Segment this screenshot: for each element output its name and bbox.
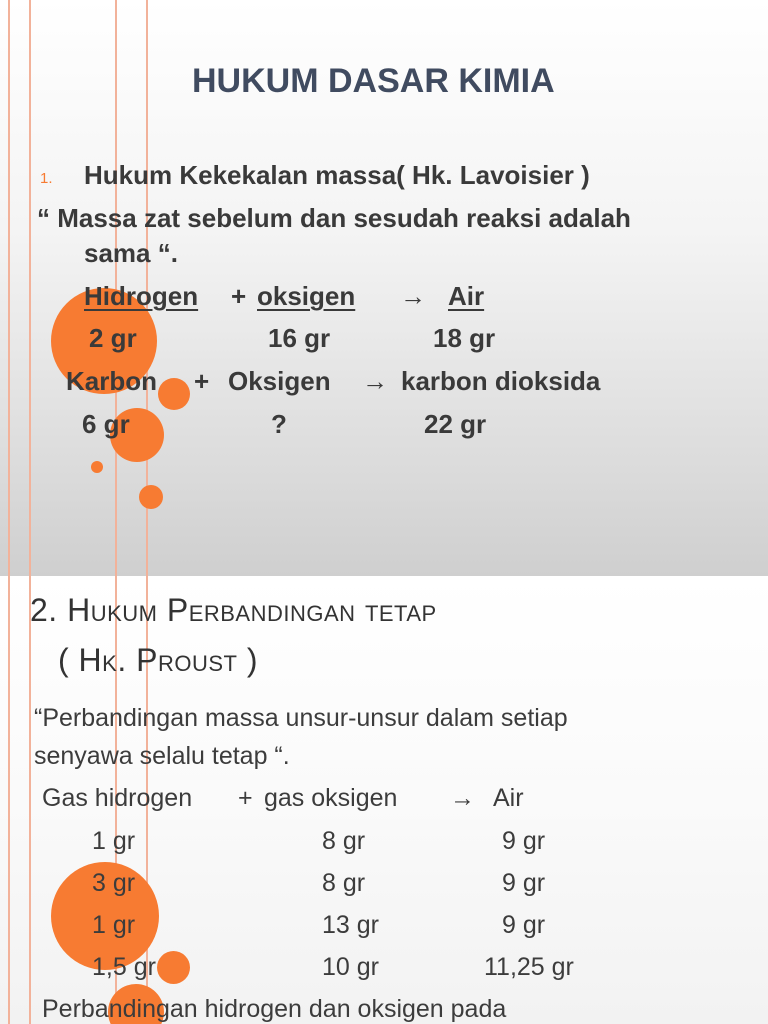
arrow-icon: → — [362, 366, 388, 396]
decor-line — [29, 0, 31, 576]
row-w: 11,25 gr — [484, 953, 574, 981]
arrow-icon: → — [450, 784, 475, 812]
row-h: 1 gr — [92, 827, 136, 855]
plus-sign: + — [238, 784, 253, 812]
decor-circle — [158, 378, 190, 410]
product-karbon-dioksida: karbon dioksida — [401, 366, 601, 396]
decor-line — [8, 576, 10, 1024]
slide-title: 2. Hukum Perbandingan tetap — [30, 592, 437, 628]
row-o: 8 gr — [322, 827, 366, 855]
quote-line: sama “. — [84, 238, 178, 268]
mass-value: 18 gr — [433, 323, 496, 353]
row-h: 3 gr — [92, 869, 136, 897]
decor-line — [8, 0, 10, 576]
decor-line — [29, 576, 31, 1024]
quote-line: “Perbandingan massa unsur-unsur dalam setiap — [34, 704, 568, 732]
mass-value: ? — [271, 409, 287, 439]
list-item-title: Hukum Kekekalan massa( Hk. Lavoisier ) — [84, 160, 590, 190]
arrow-icon: → — [400, 281, 426, 311]
reactant-karbon: Karbon — [66, 366, 157, 396]
reactant-gas-hidrogen: Gas hidrogen — [42, 784, 193, 812]
reactant-oksigen: Oksigen — [228, 366, 331, 396]
quote-line: senyawa selalu tetap “. — [34, 742, 290, 770]
row-o: 8 gr — [322, 869, 366, 897]
plus-sign: + — [194, 366, 210, 396]
row-o: 13 gr — [322, 911, 379, 939]
slide-title: ( Hk. Proust ) — [58, 642, 259, 678]
row-h: 1 gr — [92, 911, 136, 939]
mass-value: 16 gr — [268, 323, 331, 353]
decor-circle — [157, 951, 190, 984]
reactant-hidrogen: Hidrogen — [84, 281, 199, 311]
list-number: 1. — [40, 170, 53, 187]
quote-line: “ Massa zat sebelum dan sesudah reaksi adalah — [37, 203, 631, 233]
slide-2 — [0, 576, 768, 1024]
row-o: 10 gr — [322, 953, 379, 981]
mass-value: 6 gr — [82, 409, 130, 439]
reactant-oksigen: oksigen — [257, 281, 356, 311]
decor-circle — [139, 485, 163, 509]
mass-value: 22 gr — [424, 409, 487, 439]
row-w: 9 gr — [502, 827, 546, 855]
decor-circle — [91, 461, 103, 473]
row-h: 1,5 gr — [92, 953, 156, 981]
product-air: Air — [493, 784, 524, 812]
mass-value: 2 gr — [89, 323, 137, 353]
row-w: 9 gr — [502, 911, 546, 939]
plus-sign: + — [231, 281, 247, 311]
reactant-gas-oksigen: gas oksigen — [264, 784, 398, 812]
row-w: 9 gr — [502, 869, 546, 897]
slide-title: HUKUM DASAR KIMIA — [192, 62, 555, 100]
product-air: Air — [448, 281, 485, 311]
footer-line: Perbandingan hidrogen dan oksigen pada — [42, 995, 507, 1023]
